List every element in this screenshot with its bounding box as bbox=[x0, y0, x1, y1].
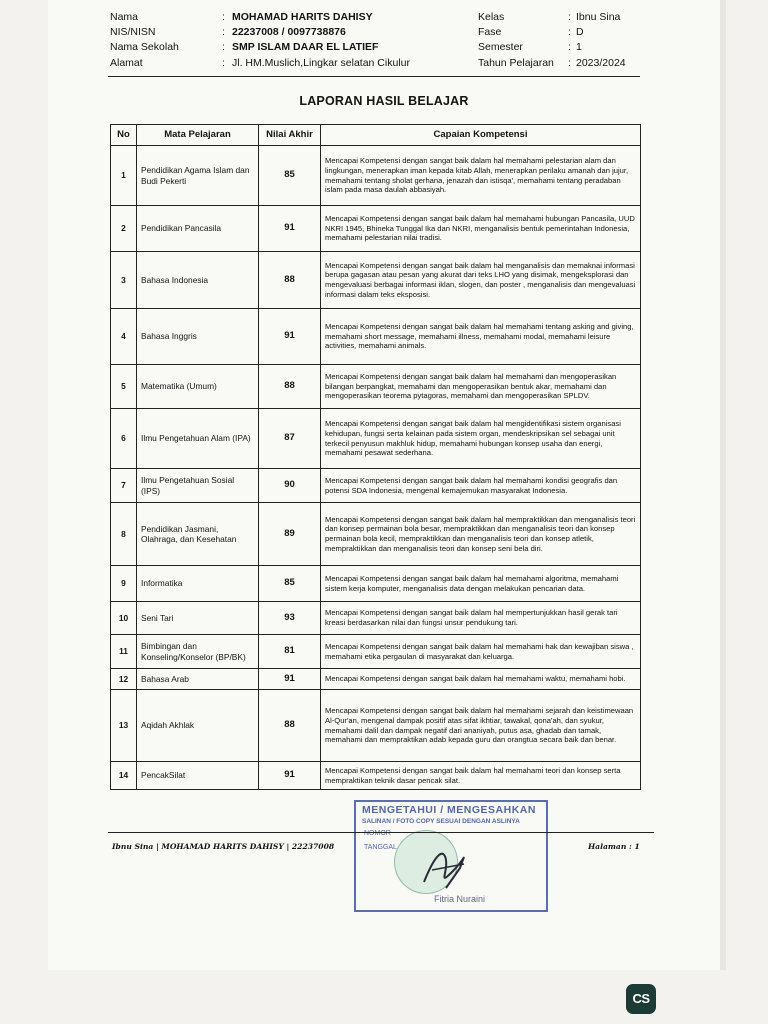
separator: : bbox=[222, 11, 225, 23]
table-row bbox=[111, 469, 641, 503]
label-semester: Semester bbox=[478, 41, 523, 53]
column-header-no: No bbox=[111, 125, 137, 146]
table-row bbox=[111, 635, 641, 669]
row-number: 3 bbox=[111, 252, 137, 309]
label-kelas: Kelas bbox=[478, 11, 505, 23]
row-number: 12 bbox=[111, 669, 137, 690]
stamp-number-label: NOMOR bbox=[364, 830, 391, 837]
label-nama: Nama bbox=[110, 11, 139, 23]
final-score: 87 bbox=[259, 409, 321, 469]
row-number: 6 bbox=[111, 409, 137, 469]
grades-table bbox=[110, 124, 641, 790]
column-header-competency: Capaian Kompetensi bbox=[321, 125, 641, 146]
table-row bbox=[111, 365, 641, 409]
row-number: 14 bbox=[111, 762, 137, 790]
subject-name: Seni Tari bbox=[137, 602, 259, 635]
column-header-score: Nilai Akhir bbox=[259, 125, 321, 146]
competency-description: Mencapai Kompetensi dengan sangat baik dalam hal memahami sejarah dan keistimewaan Al-Qur'an, mengenal dampak positif atas sifat ikhtiar, tawakal, qona'ah, dan syukur, memahami dalil dan dampak negatif dari ananiyah, putus asa, ghadab dan tamak, memahami dan mempraktikan adab kepada guru dan orangtua secara baik dan benar. bbox=[321, 690, 641, 762]
signature-icon bbox=[416, 842, 476, 892]
row-number: 5 bbox=[111, 365, 137, 409]
stamp-signatory-name: Fitria Nuraini bbox=[434, 894, 486, 904]
table-row bbox=[111, 146, 641, 206]
subject-name: Matematika (Umum) bbox=[137, 365, 259, 409]
separator: : bbox=[222, 26, 225, 38]
table-row bbox=[111, 690, 641, 762]
legalization-stamp bbox=[354, 800, 548, 912]
table-row bbox=[111, 762, 641, 790]
stamp-title: MENGETAHUI / MENGESAHKAN bbox=[362, 804, 536, 816]
subject-name: Pendidikan Pancasila bbox=[137, 206, 259, 252]
competency-description: Mencapai Kompetensi dengan sangat baik dalam hal memahami algoritma, memahami sistem kerja komputer, menganalisis data dengan melakukan pencarian data. bbox=[321, 566, 641, 602]
competency-description: Mencapai Kompetensi dengan sangat baik dalam hal memahami kondisi geografis dan potensi SDA Indonesia, mengenal kemajemukan masyarakat Indonesia. bbox=[321, 469, 641, 503]
competency-description: Mencapai Kompetensi dengan sangat baik dalam hal memahami waktu, memahami hobi. bbox=[321, 669, 641, 690]
table-header-row bbox=[111, 125, 641, 146]
label-tahun: Tahun Pelajaran bbox=[478, 57, 554, 69]
label-nis: NIS/NISN bbox=[110, 26, 156, 38]
stamp-date-label: TANGGAL bbox=[364, 844, 397, 851]
value-nis: 22237008 / 0097738876 bbox=[232, 26, 346, 38]
row-number: 2 bbox=[111, 206, 137, 252]
column-header-subject: Mata Pelajaran bbox=[137, 125, 259, 146]
subject-name: Ilmu Pengetahuan Sosial (IPS) bbox=[137, 469, 259, 503]
competency-description: Mencapai Kompetensi dengan sangat baik dalam hal memahami teori dan konsep serta mempraktikan teknik dasar pencak silat. bbox=[321, 762, 641, 790]
subject-name: Bahasa Inggris bbox=[137, 309, 259, 365]
separator: : bbox=[568, 41, 571, 53]
separator: : bbox=[568, 57, 571, 69]
value-kelas: Ibnu Sina bbox=[576, 11, 621, 23]
final-score: 91 bbox=[259, 309, 321, 365]
competency-description: Mencapai Kompetensi dengan sangat baik dalam hal memahami dan mengoperasikan bilangan berpangkat, memahami dan mengoperasikan bentuk akar, memahami dan mengoperasikan teorema pytagoras, memahami dan mengoperasikan SPLDV. bbox=[321, 365, 641, 409]
label-alamat: Alamat bbox=[110, 57, 143, 69]
subject-name: Ilmu Pengetahuan Alam (IPA) bbox=[137, 409, 259, 469]
final-score: 91 bbox=[259, 206, 321, 252]
final-score: 88 bbox=[259, 365, 321, 409]
separator: : bbox=[568, 26, 571, 38]
footer-divider bbox=[108, 832, 654, 833]
subject-name: Informatika bbox=[137, 566, 259, 602]
final-score: 88 bbox=[259, 690, 321, 762]
table-row bbox=[111, 602, 641, 635]
final-score: 91 bbox=[259, 669, 321, 690]
value-sekolah: SMP ISLAM DAAR EL LATIEF bbox=[232, 41, 379, 53]
competency-description: Mencapai Kompetensi dengan sangat baik dalam hal mempertunjukkan hasil gerak tari kreasi berdasarkan nilai dan fungsi unsur pendukung tari. bbox=[321, 602, 641, 635]
separator: : bbox=[222, 41, 225, 53]
competency-description: Mencapai Kompetensi dengan sangat baik dalam hal memahami hak dan kewajiban siswa , memahami etika pergaulan di masyarakat dan keluarga. bbox=[321, 635, 641, 669]
subject-name: Bimbingan dan Konseling/Konselor (BP/BK) bbox=[137, 635, 259, 669]
value-nama: MOHAMAD HARITS DAHISY bbox=[232, 11, 373, 23]
table-row bbox=[111, 309, 641, 365]
final-score: 93 bbox=[259, 602, 321, 635]
label-fase: Fase bbox=[478, 26, 502, 38]
competency-description: Mencapai Kompetensi dengan sangat baik dalam hal mempraktikkan dan menganalisis teori dan konsep permainan bola besar, mempraktikkan dan menganalisis teori dan konsep permainan bola kecil, mempraktikkan dan menganalisis teori dan konsep atletik, mempraktikkan dan menganalisis teori dan konsep seni bela diri. bbox=[321, 503, 641, 566]
separator: : bbox=[222, 57, 225, 69]
competency-description: Mencapai Kompetensi dengan sangat baik dalam hal mengidentifikasi sistem organisasi kehidupan, fungsi serta kelainan pada sistem organ, mendeskripsikan sel sebagai unit terkecil penyusun makhluk hidup, memahami hubungan konsep usaha dan energi, memahami pesawat sederhana. bbox=[321, 409, 641, 469]
footer-page-number: Halaman : 1 bbox=[588, 842, 640, 851]
final-score: 85 bbox=[259, 146, 321, 206]
header-divider bbox=[108, 76, 640, 77]
student-info-header bbox=[110, 10, 640, 72]
label-sekolah: Nama Sekolah bbox=[110, 41, 179, 53]
footer-student-info: Ibnu Sina | MOHAMAD HARITS DAHISY | 22237008 bbox=[112, 842, 335, 851]
row-number: 9 bbox=[111, 566, 137, 602]
table-row bbox=[111, 206, 641, 252]
final-score: 85 bbox=[259, 566, 321, 602]
table-row bbox=[111, 566, 641, 602]
row-number: 8 bbox=[111, 503, 137, 566]
value-alamat: Jl. HM.Muslich,Lingkar selatan Cikulur bbox=[232, 57, 410, 69]
subject-name: Pendidikan Jasmani, Olahraga, dan Kesehatan bbox=[137, 503, 259, 566]
row-number: 13 bbox=[111, 690, 137, 762]
row-number: 11 bbox=[111, 635, 137, 669]
subject-name: Aqidah Akhlak bbox=[137, 690, 259, 762]
stamp-subtitle: SALINAN / FOTO COPY SESUAI DENGAN ASLINYA bbox=[362, 818, 520, 825]
subject-name: Bahasa Arab bbox=[137, 669, 259, 690]
camscanner-logo-icon: CS bbox=[626, 984, 656, 1014]
value-semester: 1 bbox=[576, 41, 582, 53]
value-fase: D bbox=[576, 26, 584, 38]
row-number: 4 bbox=[111, 309, 137, 365]
competency-description: Mencapai Kompetensi dengan sangat baik dalam hal menganalisis dan memaknai informasi berupa gagasan atau pesan yang akurat dari teks LHO yang disimak, mengeksplorasi dan mengevaluasi berbagai informasi iklan, slogen, dan poster , menganalisis dan mengevaluasi informasi dalam teks eksposisi. bbox=[321, 252, 641, 309]
subject-name: Pendidikan Agama Islam dan Budi Pekerti bbox=[137, 146, 259, 206]
final-score: 89 bbox=[259, 503, 321, 566]
final-score: 91 bbox=[259, 762, 321, 790]
competency-description: Mencapai Kompetensi dengan sangat baik dalam hal memahami tentang asking and giving, memahami short message, memahami illness, memahami modal, memahami leisure activities, memahami animals. bbox=[321, 309, 641, 365]
final-score: 81 bbox=[259, 635, 321, 669]
competency-description: Mencapai Kompetensi dengan sangat baik dalam hal memahami pelestarian alam dan lingkungan, menerapkan iman kepada kitab Allah, menerapkan perilaku amanah dan jujur, memahami tentang sholat gerhana, jenazah dan istisqa', memahami tentang peradaban islam pada masa daulah abbasiyah. bbox=[321, 146, 641, 206]
separator: : bbox=[568, 11, 571, 23]
table-row bbox=[111, 409, 641, 469]
value-tahun: 2023/2024 bbox=[576, 57, 626, 69]
final-score: 90 bbox=[259, 469, 321, 503]
row-number: 10 bbox=[111, 602, 137, 635]
row-number: 7 bbox=[111, 469, 137, 503]
final-score: 88 bbox=[259, 252, 321, 309]
table-row bbox=[111, 669, 641, 690]
table-row bbox=[111, 252, 641, 309]
subject-name: Bahasa Indonesia bbox=[137, 252, 259, 309]
row-number: 1 bbox=[111, 146, 137, 206]
subject-name: PencakSilat bbox=[137, 762, 259, 790]
report-title: LAPORAN HASIL BELAJAR bbox=[299, 94, 469, 108]
competency-description: Mencapai Kompetensi dengan sangat baik dalam hal memahami hubungan Pancasila, UUD NKRI 1945, Bhineka Tunggal Ika dan NKRI, menganalisis bentuk pemerintahan Indonesia, memahami pelestarian nilai tradisi. bbox=[321, 206, 641, 252]
table-row bbox=[111, 503, 641, 566]
